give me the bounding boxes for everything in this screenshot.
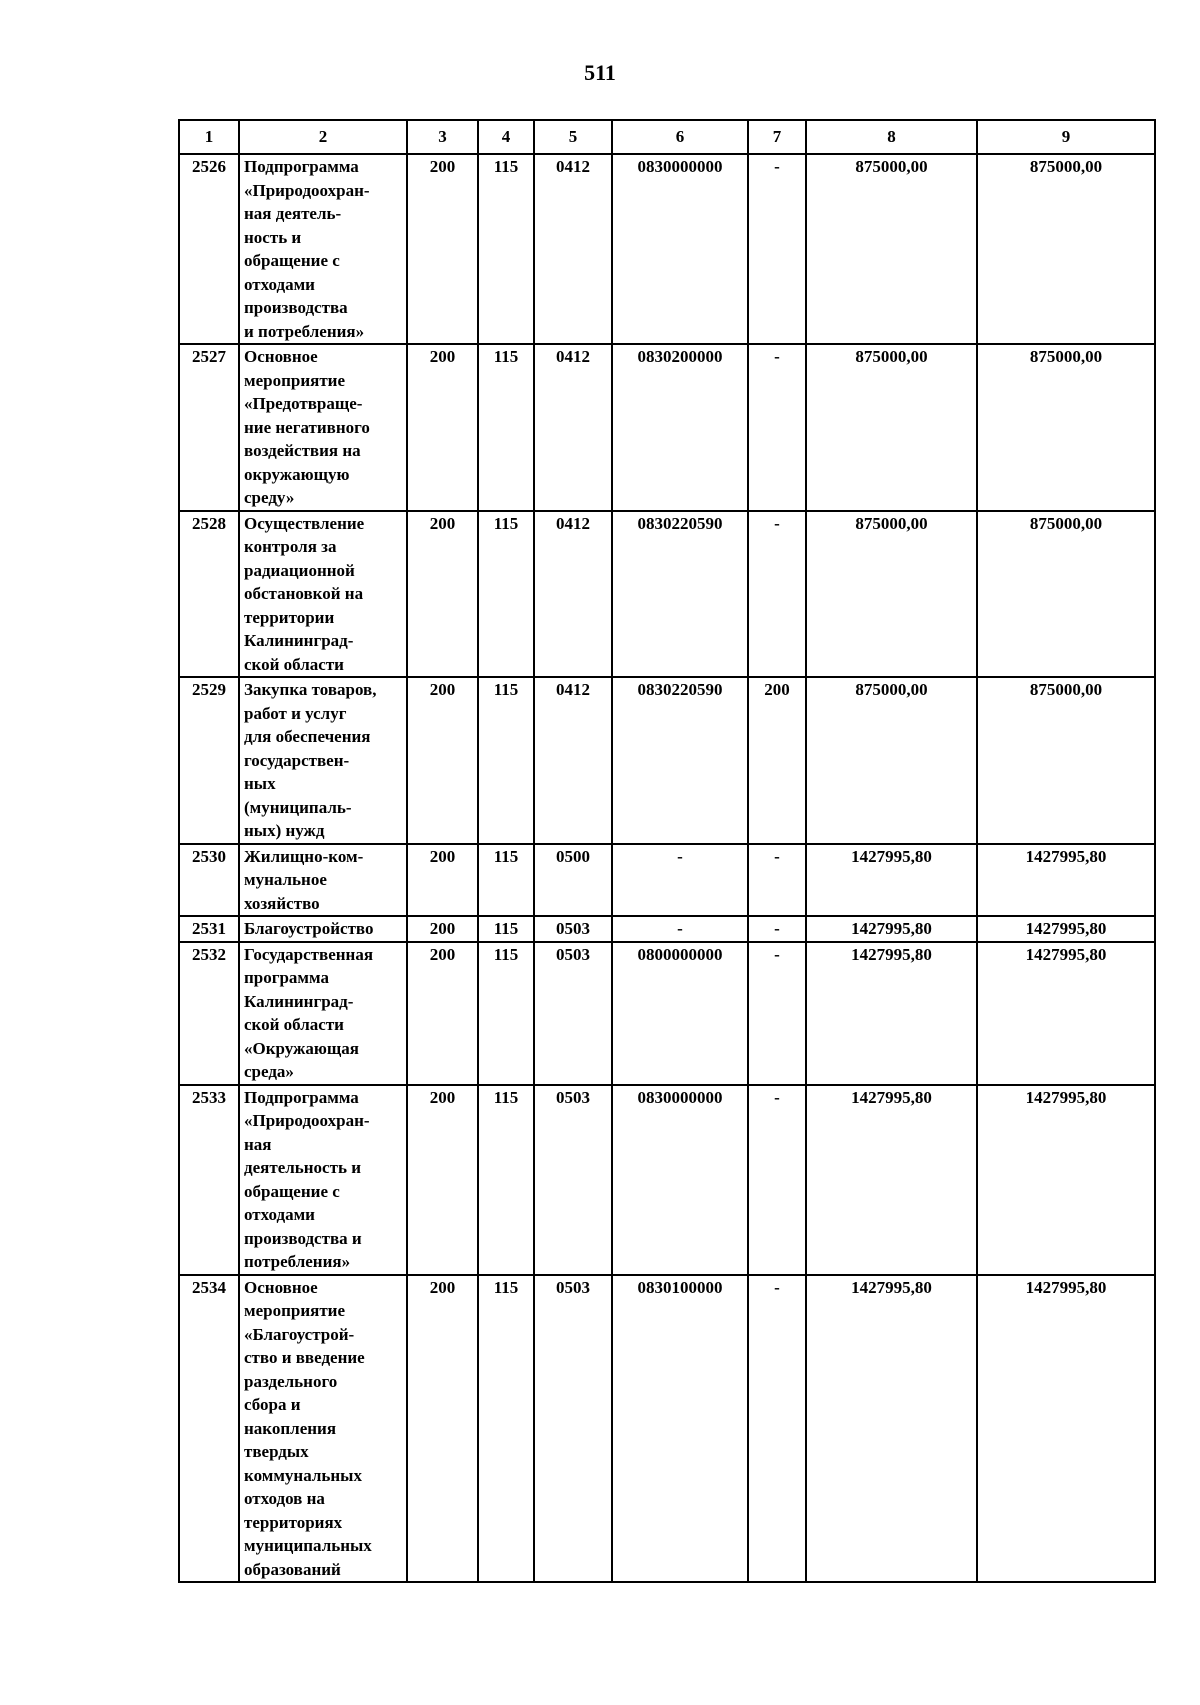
row-name-line: Основное (244, 1277, 318, 1297)
column-7-cell: 200 (748, 677, 806, 844)
row-name-line: сбора и (244, 1395, 301, 1414)
row-name-line: территориях (244, 1512, 343, 1532)
column-6-cell: 0830200000 (612, 344, 748, 511)
row-number-cell: 2534 (179, 1275, 239, 1583)
row-name-line: ная (244, 1134, 272, 1154)
row-name-line: ность и (244, 227, 302, 247)
table-row (179, 511, 1155, 678)
table-row (179, 1085, 1155, 1275)
row-name-line: воздействия на (244, 441, 361, 460)
row-name-line: ние негативного (244, 417, 370, 437)
column-3-cell: 200 (407, 916, 478, 942)
column-7-cell: - (748, 1275, 806, 1583)
column-5-cell: 0412 (534, 511, 612, 678)
row-name-cell (239, 1275, 407, 1583)
column-header-4: 4 (478, 120, 534, 154)
row-name-line: производства (244, 298, 348, 317)
column-8-cell: 875000,00 (806, 677, 977, 844)
row-name-line: «Природоохран- (244, 1111, 370, 1130)
column-9-cell: 1427995,80 (977, 1275, 1155, 1583)
column-6-cell: 0830220590 (612, 511, 748, 678)
row-number-cell: 2526 (179, 154, 239, 344)
row-name-line: окружающую (244, 464, 350, 484)
row-number-cell: 2531 (179, 916, 239, 942)
column-8-cell: 875000,00 (806, 154, 977, 344)
row-name-line: потребления» (244, 1252, 351, 1271)
row-name-line: отходов на (244, 1489, 325, 1508)
table-row (179, 154, 1155, 344)
row-name-line: обстановкой на (244, 584, 364, 603)
row-name-line: программа (244, 968, 329, 987)
row-name-line: Калининград- (244, 631, 354, 650)
row-name-line: обращение с (244, 251, 340, 270)
column-5-cell: 0503 (534, 916, 612, 942)
row-name-line: и потребления» (244, 321, 365, 341)
row-name-cell (239, 844, 407, 917)
column-6-cell: - (612, 844, 748, 917)
column-4-cell: 115 (478, 154, 534, 344)
column-6-cell: - (612, 916, 748, 942)
row-name-line: хозяйство (244, 893, 320, 913)
column-8-cell: 1427995,80 (806, 1275, 977, 1583)
column-8-cell: 1427995,80 (806, 844, 977, 917)
row-name-line: территории (244, 607, 335, 627)
row-name-line: среду» (244, 488, 295, 507)
row-name-line: государствен- (244, 750, 350, 770)
column-5-cell: 0503 (534, 942, 612, 1085)
column-7-cell: - (748, 844, 806, 917)
table-row (179, 942, 1155, 1085)
column-header-1: 1 (179, 120, 239, 154)
row-name-line: Закупка товаров, (244, 680, 377, 699)
column-5-cell: 0503 (534, 1275, 612, 1583)
row-name-line: обращение с (244, 1181, 340, 1201)
table-row (179, 916, 1155, 942)
row-name-line: твердых (244, 1442, 309, 1461)
column-header-2: 2 (239, 120, 407, 154)
row-name-line: среда» (244, 1062, 294, 1081)
table-body (179, 154, 1155, 1582)
row-name-line: ство и введение (244, 1348, 365, 1367)
column-7-cell: - (748, 942, 806, 1085)
table-row (179, 1275, 1155, 1583)
row-name-line: Осуществление (244, 513, 365, 533)
table-row (179, 844, 1155, 917)
row-name-line: контроля за (244, 537, 337, 556)
column-5-cell: 0412 (534, 677, 612, 844)
row-name-line: мунальное (244, 870, 327, 889)
table-row (179, 344, 1155, 511)
column-9-cell: 875000,00 (977, 154, 1155, 344)
column-9-cell: 1427995,80 (977, 844, 1155, 917)
row-name-line: отходами (244, 1205, 315, 1224)
column-6-cell: 0830000000 (612, 154, 748, 344)
column-4-cell: 115 (478, 677, 534, 844)
row-name-line: муниципальных (244, 1536, 372, 1555)
row-name-line: Подпрограмма (244, 157, 359, 176)
column-9-cell: 1427995,80 (977, 916, 1155, 942)
column-3-cell: 200 (407, 1275, 478, 1583)
column-8-cell: 1427995,80 (806, 942, 977, 1085)
column-4-cell: 115 (478, 1275, 534, 1583)
column-4-cell: 115 (478, 942, 534, 1085)
column-7-cell: - (748, 1085, 806, 1275)
column-header-9: 9 (977, 120, 1155, 154)
row-number-cell: 2530 (179, 844, 239, 917)
row-number-cell: 2532 (179, 942, 239, 1085)
column-5-cell: 0500 (534, 844, 612, 917)
row-name-line: «Окружающая (244, 1038, 359, 1058)
column-5-cell: 0412 (534, 344, 612, 511)
column-7-cell: - (748, 344, 806, 511)
row-name-line: Жилищно-ком- (244, 846, 364, 866)
column-header-6: 6 (612, 120, 748, 154)
row-name-line: коммунальных (244, 1465, 362, 1485)
column-3-cell: 200 (407, 942, 478, 1085)
column-3-cell: 200 (407, 677, 478, 844)
row-name-cell (239, 344, 407, 511)
column-3-cell: 200 (407, 511, 478, 678)
row-name-line: Калининград- (244, 991, 354, 1011)
column-6-cell: 0830000000 (612, 1085, 748, 1275)
column-4-cell: 115 (478, 511, 534, 678)
row-name-line: Подпрограмма (244, 1087, 359, 1107)
column-7-cell: - (748, 511, 806, 678)
row-name-line: раздельного (244, 1371, 338, 1391)
column-9-cell: 875000,00 (977, 677, 1155, 844)
row-number-cell: 2533 (179, 1085, 239, 1275)
row-name-cell (239, 916, 407, 942)
column-8-cell: 875000,00 (806, 511, 977, 678)
column-8-cell: 875000,00 (806, 344, 977, 511)
column-header-7: 7 (748, 120, 806, 154)
column-5-cell: 0503 (534, 1085, 612, 1275)
column-header-8: 8 (806, 120, 977, 154)
row-name-line: Государственная (244, 944, 374, 964)
column-6-cell: 0830220590 (612, 677, 748, 844)
column-6-cell: 0800000000 (612, 942, 748, 1085)
column-8-cell: 1427995,80 (806, 916, 977, 942)
row-name-line: ных (244, 774, 276, 793)
row-name-line: «Благоустрой- (244, 1324, 355, 1344)
row-name-line: «Природоохран- (244, 180, 370, 200)
row-name-line: мероприятие (244, 1301, 346, 1320)
row-name-line: Благоустройство (244, 919, 374, 938)
row-name-cell (239, 677, 407, 844)
column-7-cell: - (748, 154, 806, 344)
row-name-cell (239, 1085, 407, 1275)
column-header-5: 5 (534, 120, 612, 154)
row-name-line: Основное (244, 347, 318, 366)
row-name-line: отходами (244, 274, 315, 294)
row-name-line: ской области (244, 654, 344, 674)
row-name-cell (239, 154, 407, 344)
column-3-cell: 200 (407, 844, 478, 917)
row-name-line: деятельность и (244, 1158, 361, 1177)
row-name-line: ная деятель- (244, 204, 342, 223)
column-4-cell: 115 (478, 1085, 534, 1275)
column-6-cell: 0830100000 (612, 1275, 748, 1583)
row-name-cell (239, 942, 407, 1085)
column-4-cell: 115 (478, 844, 534, 917)
column-9-cell: 1427995,80 (977, 1085, 1155, 1275)
column-9-cell: 1427995,80 (977, 942, 1155, 1085)
row-number-cell: 2528 (179, 511, 239, 678)
table-row (179, 677, 1155, 844)
row-number-cell: 2529 (179, 677, 239, 844)
row-name-line: ных) нужд (244, 821, 325, 840)
column-8-cell: 1427995,80 (806, 1085, 977, 1275)
table-header-row (179, 120, 1155, 154)
budget-table (178, 119, 1156, 1583)
column-9-cell: 875000,00 (977, 511, 1155, 678)
row-name-line: накопления (244, 1418, 337, 1438)
row-name-line: «Предотвраще- (244, 394, 363, 413)
page-number: 511 (584, 60, 616, 85)
row-number-cell: 2527 (179, 344, 239, 511)
row-name-line: ской области (244, 1015, 344, 1034)
column-3-cell: 200 (407, 1085, 478, 1275)
column-3-cell: 200 (407, 154, 478, 344)
row-name-line: радиационной (244, 560, 355, 580)
column-7-cell: - (748, 916, 806, 942)
row-name-line: образований (244, 1559, 341, 1579)
row-name-line: (муниципаль- (244, 797, 352, 817)
row-name-line: для обеспечения (244, 727, 371, 746)
row-name-line: производства и (244, 1228, 362, 1248)
row-name-line: работ и услуг (244, 703, 347, 723)
row-name-line: мероприятие (244, 370, 346, 390)
column-4-cell: 115 (478, 916, 534, 942)
column-header-3: 3 (407, 120, 478, 154)
row-name-cell (239, 511, 407, 678)
column-5-cell: 0412 (534, 154, 612, 344)
column-9-cell: 875000,00 (977, 344, 1155, 511)
column-4-cell: 115 (478, 344, 534, 511)
column-3-cell: 200 (407, 344, 478, 511)
